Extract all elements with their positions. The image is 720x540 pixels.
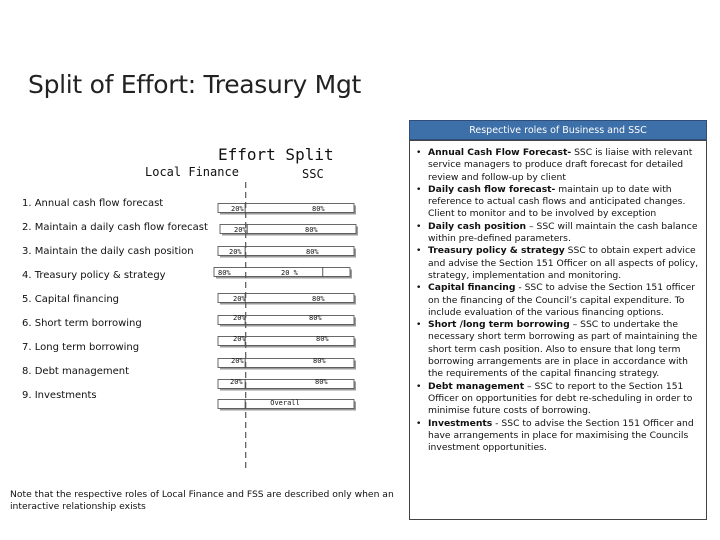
data-label-local-finance: 20% xyxy=(230,378,243,386)
category-label: 5. Capital financing xyxy=(22,294,120,305)
slide-title: Split of Effort: Treasury Mgt xyxy=(28,70,362,99)
data-label-ssc: 80% xyxy=(312,205,325,213)
category-label: 4. Treasury policy & strategy xyxy=(22,270,166,281)
role-text: maintain up to date with reference to actual cash flows and anticipated changes. Client to monitor and to be involved by exception xyxy=(428,183,686,220)
data-label-ssc: 80% xyxy=(312,295,325,303)
data-label-local-finance: 20% xyxy=(231,205,244,213)
role-term: Daily cash flow forecast- xyxy=(428,183,556,195)
role-term: Annual Cash Flow Forecast- xyxy=(428,147,572,158)
role-text: - SSC to advise the Section 151 Officer and have arrangements in place for maximising the Councils investment opportunities. xyxy=(428,417,694,454)
category-label: 2. Maintain a daily cash flow forecast xyxy=(22,222,208,233)
category-label: 7. Long term borrowing xyxy=(22,342,140,353)
data-label-local-finance: 20% xyxy=(233,335,246,343)
category-label: 8. Debt management xyxy=(22,366,130,377)
role-term: Debt management xyxy=(428,380,525,392)
data-label-local-finance: 20% xyxy=(231,357,244,365)
bullet-icon: • xyxy=(416,282,422,294)
bar-segment-local-finance xyxy=(218,400,245,409)
bar-segment-ssc xyxy=(245,359,354,368)
role-term: Treasury policy & strategy xyxy=(428,245,565,257)
bar-segment-ssc xyxy=(245,204,354,213)
chart-note: Note that the respective roles of Local Finance and FSS are described only when an interactive relationship exists xyxy=(10,489,394,512)
role-text: SSC to obtain expert advice and advise the Section 151 Officer on all aspects of policy, strategy, implementation and monitoring. xyxy=(428,245,699,281)
role-text: SSC is liaise with relevant service managers to produce draft forecast for detailed review and follow-up by client xyxy=(428,147,693,183)
bar-segment-ssc xyxy=(245,294,354,303)
role-text: – SSC will maintain the cash balance within pre-defined parameters. xyxy=(428,220,698,245)
bar-segment-ssc xyxy=(245,337,354,346)
bar-segment-ssc xyxy=(323,268,350,277)
role-text: - SSC to advise the Section 151 officer on the financing of the Council’s capital expenditure. To include evaluation of the various financing options. xyxy=(428,282,696,318)
bullet-icon: • xyxy=(416,245,422,257)
roles-header: Respective roles of Business and SSC xyxy=(409,120,707,140)
column-label-ssc: SSC xyxy=(302,167,324,181)
data-label-ssc: 80% xyxy=(316,335,329,343)
role-term: Capital financing xyxy=(428,282,516,294)
data-label-local-finance: 20% xyxy=(229,248,242,256)
bullet-icon: • xyxy=(416,147,422,158)
bar-segment-ssc xyxy=(245,380,354,389)
bar-segment-ssc xyxy=(245,316,354,325)
bullet-icon: • xyxy=(416,417,422,429)
role-term: Daily cash position xyxy=(428,220,527,232)
bullet-icon: • xyxy=(416,220,422,232)
role-text: – SSC to report to the Section 151 Officer on opportunities for debt re-scheduling in order to minimise future costs of borrowing. xyxy=(428,380,693,417)
data-label-local-finance: 20% xyxy=(233,295,246,303)
bar-segment-ssc xyxy=(245,247,354,256)
category-label-overall: Overall xyxy=(270,399,300,407)
bullet-icon: • xyxy=(416,380,422,392)
data-label-ssc: 80% xyxy=(315,378,328,386)
data-label-local-finance: 20% xyxy=(234,226,247,234)
chart-title: Effort Split xyxy=(218,145,334,164)
category-label: 1. Annual cash flow forecast xyxy=(22,198,164,209)
role-term: Investments xyxy=(428,417,493,429)
data-label-ssc: 80% xyxy=(309,314,322,322)
bullet-icon: • xyxy=(416,319,422,331)
bar-segment-ssc xyxy=(247,225,356,234)
category-label: 9. Investments xyxy=(22,390,97,401)
data-label-ssc: 80% xyxy=(313,357,326,365)
bullet-icon: • xyxy=(416,183,422,195)
data-label-local-finance: 80% xyxy=(218,269,231,277)
column-label-local-finance: Local Finance xyxy=(145,165,239,179)
category-label: 3. Maintain the daily cash position xyxy=(22,246,194,257)
data-label-ssc: 20 % xyxy=(281,269,298,277)
category-label: 6. Short term borrowing xyxy=(22,318,142,329)
data-label-ssc: 80% xyxy=(306,248,319,256)
role-text: – SSC to undertake the necessary short term borrowing as part of maintaining the short term cash position. Also to ensure that long term borrowing arrangements are in place in accordance with the requirements of the capital financing strategy. xyxy=(428,319,698,380)
role-term: Short /long term borrowing xyxy=(428,319,570,331)
data-label-ssc: 80% xyxy=(305,226,318,234)
data-label-local-finance: 20% xyxy=(233,314,246,322)
